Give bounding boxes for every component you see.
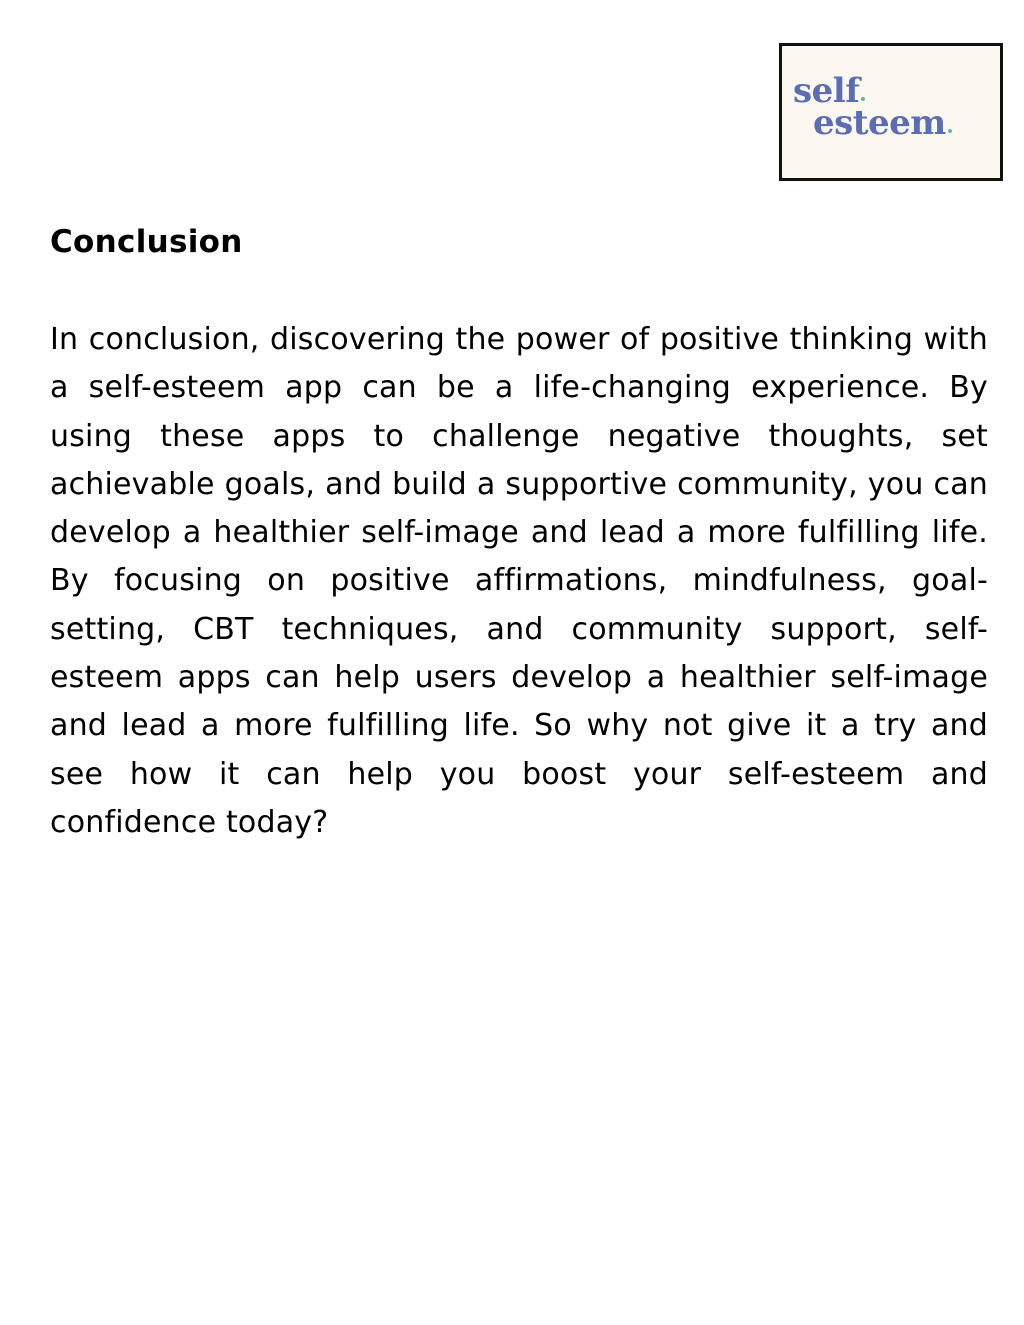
conclusion-paragraph: In conclusion, discovering the power of positive thinking with a self-esteem app can be a life-changing experience. By using these apps to challenge negative thoughts, set achievable goals, and build a supportive community, you can develop a healthier self-image and lead a more fulfilling life. By focusing on positive affirmations, mindfulness, goal-setting, CBT techniques, and community support, self-esteem apps can help users develop a healthier self-image and lead a more fulfilling life. So why not give it a try and see how it can help you boost your self-esteem and confidence today? [50,322,988,840]
logo-dot-icon [948,129,952,133]
page-title: Conclusion [50,224,243,260]
logo-dot-icon [861,97,865,101]
logo-word-esteem: esteem [813,103,946,143]
logo-word-self: self [793,71,860,111]
brand-logo [779,43,1003,181]
logo-line-esteem [813,103,952,143]
